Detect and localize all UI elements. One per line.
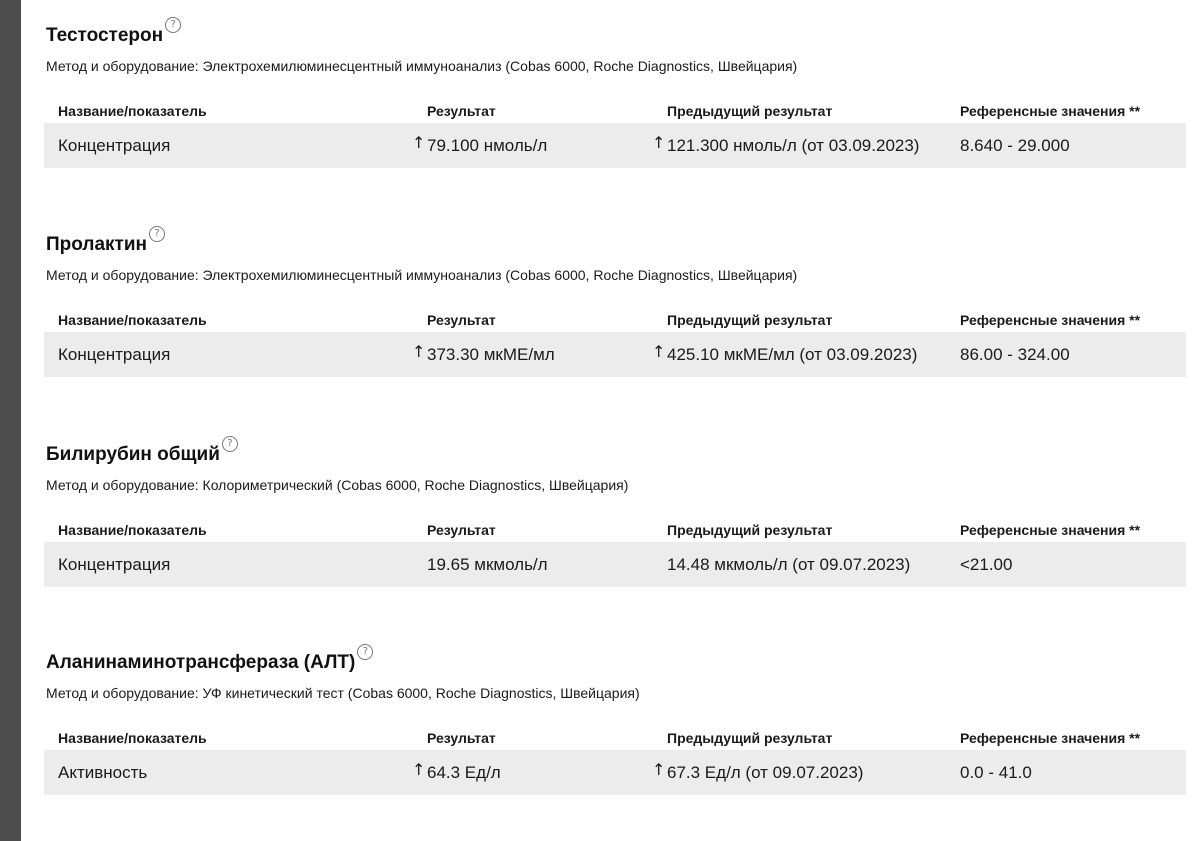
row-reference: 0.0 - 41.0 [960, 763, 1032, 782]
header-name: Название/показатель [58, 730, 207, 746]
table-row [44, 750, 1186, 795]
header-reference: Референсные значения ** [960, 730, 1141, 746]
header-previous: Предыдущий результат [667, 730, 833, 746]
test-title: Билирубин общий? [46, 444, 238, 466]
table-row [44, 332, 1186, 377]
section-header [44, 228, 1186, 256]
method-text: Метод и оборудование: Электрохемилюминесцентный иммуноанализ (Cobas 6000, Roche Diagnostics, Швейцария) [46, 58, 798, 74]
table-header [44, 728, 1186, 748]
row-reference: <21.00 [960, 555, 1013, 574]
row-result: ↑ 79.100 нмоль/л [412, 133, 548, 155]
test-title: Аланинаминотрансфераза (АЛТ)? [46, 652, 373, 674]
help-icon[interactable]: ? [165, 17, 181, 33]
header-result: Результат [427, 103, 496, 119]
test-section-bilirubin [44, 438, 1186, 574]
table-row [44, 123, 1186, 168]
method-text: Метод и оборудование: УФ кинетический тест (Cobas 6000, Roche Diagnostics, Швейцария) [46, 685, 640, 701]
test-section-prolactin [44, 228, 1186, 364]
header-reference: Референсные значения ** [960, 312, 1141, 328]
row-name: Концентрация [58, 345, 171, 364]
test-section-testosterone [44, 19, 1186, 155]
row-reference: 8.640 - 29.000 [960, 136, 1070, 155]
row-result: ↑ 373.30 мкМЕ/мл [412, 342, 555, 364]
row-previous: 14.48 мкмоль/л (от 09.07.2023) [667, 555, 911, 574]
header-result: Результат [427, 522, 496, 538]
header-name: Название/показатель [58, 103, 207, 119]
viewer-background [0, 0, 21, 841]
section-header [44, 438, 1186, 466]
arrow-up-icon: ↑ [412, 342, 426, 361]
header-previous: Предыдущий результат [667, 103, 833, 119]
test-section-alt [44, 646, 1186, 782]
header-name: Название/показатель [58, 522, 207, 538]
header-reference: Референсные значения ** [960, 103, 1141, 119]
help-icon[interactable]: ? [149, 226, 165, 242]
method-text: Метод и оборудование: Электрохемилюминесцентный иммуноанализ (Cobas 6000, Roche Diagnostics, Швейцария) [46, 267, 798, 283]
arrow-up-icon: ↑ [412, 760, 426, 779]
arrow-up-icon: ↑ [652, 133, 666, 152]
header-name: Название/показатель [58, 312, 207, 328]
table-header [44, 101, 1186, 121]
arrow-up-icon: ↑ [652, 760, 666, 779]
section-header [44, 646, 1186, 674]
arrow-up-icon: ↑ [652, 342, 666, 361]
row-result: 19.65 мкмоль/л [427, 555, 548, 574]
table-header [44, 520, 1186, 540]
row-result: ↑ 64.3 Ед/л [412, 760, 501, 782]
test-title: Пролактин? [46, 234, 165, 256]
help-icon[interactable]: ? [357, 644, 373, 660]
section-header [44, 19, 1186, 47]
header-previous: Предыдущий результат [667, 522, 833, 538]
row-reference: 86.00 - 324.00 [960, 345, 1070, 364]
row-previous: ↑ 67.3 Ед/л (от 09.07.2023) [652, 760, 864, 782]
help-icon[interactable]: ? [222, 436, 238, 452]
method-text: Метод и оборудование: Колориметрический (Cobas 6000, Roche Diagnostics, Швейцария) [46, 477, 629, 493]
header-result: Результат [427, 730, 496, 746]
test-title: Тестостерон? [46, 25, 181, 47]
header-result: Результат [427, 312, 496, 328]
table-header [44, 310, 1186, 330]
header-previous: Предыдущий результат [667, 312, 833, 328]
document-page [21, 0, 1196, 841]
table-row [44, 542, 1186, 587]
row-previous: ↑ 425.10 мкМЕ/мл (от 03.09.2023) [652, 342, 918, 364]
row-previous: ↑ 121.300 нмоль/л (от 03.09.2023) [652, 133, 920, 155]
row-name: Активность [58, 763, 148, 782]
row-name: Концентрация [58, 555, 171, 574]
row-name: Концентрация [58, 136, 171, 155]
header-reference: Референсные значения ** [960, 522, 1141, 538]
arrow-up-icon: ↑ [412, 133, 426, 152]
